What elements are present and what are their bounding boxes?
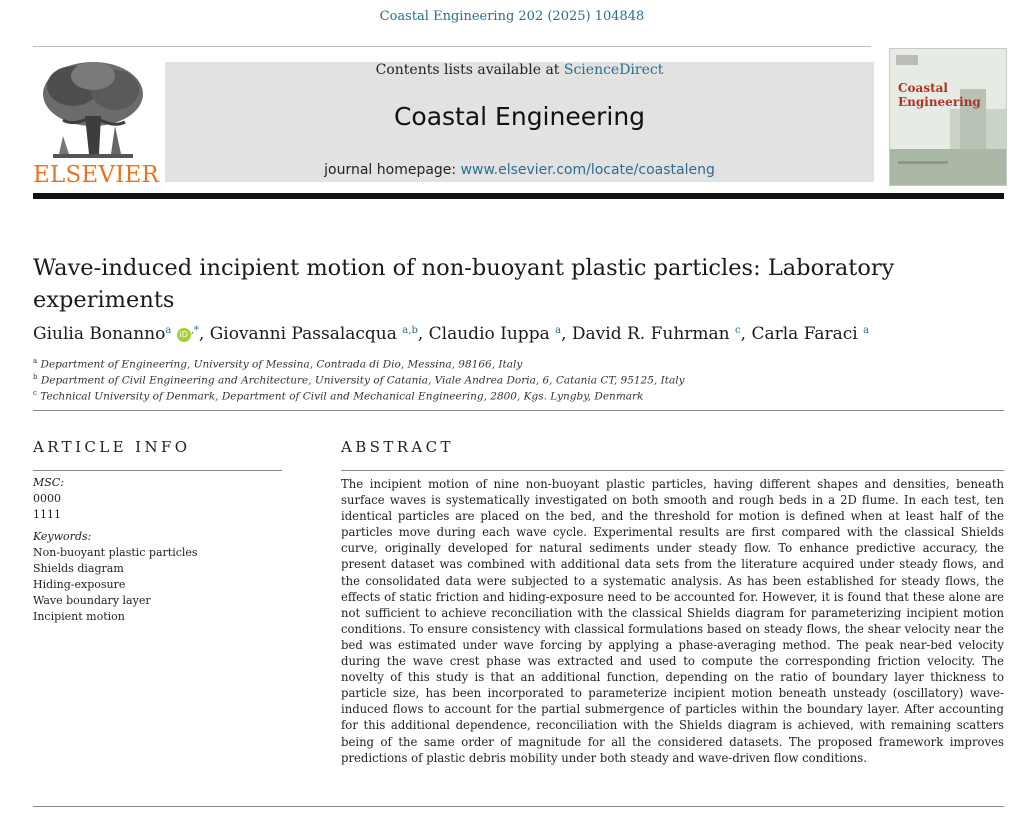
article-info-heading: ARTICLE INFO: [33, 438, 191, 456]
homepage-link[interactable]: www.elsevier.com/locate/coastaleng: [460, 162, 715, 178]
author-name[interactable]: Giovanni Passalacqua: [209, 324, 397, 344]
journal-homepage: [165, 162, 874, 178]
orcid-icon[interactable]: iD: [177, 328, 191, 342]
paper-title: [33, 252, 933, 316]
affiliation-mark: a: [33, 357, 38, 365]
msc-label: MSC:: [33, 476, 64, 489]
contents-line: [165, 62, 874, 78]
affiliation-mark: c: [33, 389, 37, 397]
author-name[interactable]: Carla Faraci: [751, 324, 858, 344]
author-affiliation-mark[interactable]: c: [735, 325, 741, 336]
abstract-divider: [341, 470, 1004, 471]
author-affiliation-mark[interactable]: a: [165, 325, 172, 336]
keyword-item: Shields diagram: [33, 562, 124, 575]
affiliation-c: [33, 389, 643, 403]
journal-title: Coastal Engineering: [393, 102, 646, 131]
keyword-item: Incipient motion: [33, 610, 125, 623]
section-divider: [33, 410, 1004, 411]
affiliation-text: Technical University of Denmark, Department of Civil and Mechanical Engineering, 2800, Kgs. Lyngby, Denmark: [40, 390, 644, 403]
article-info-divider: [33, 470, 282, 471]
abstract-body: The incipient motion of nine non-buoyant plastic particles, having different shapes and densities, beneath surface waves is systematically investigated on both smooth and rough beds in a 2D flume. In each test, ten identical particles are placed on the bed, and the threshold for motion is defined when at least half of the particles move during each wave cycle. Experimental results are first compared with the classical Shields curve, originally developed for natural sediments under steady flow. To enhance predictive accuracy, the present dataset was combined with additional data sets from the literature acquired under steady flows, and the consolidated data were subjected to a systematic analysis. As has been established for steady flows, the effects of static friction and hiding-exposure need to be accounted for. However, it is found that these alone are not sufficient to achieve reconciliation with the classical Shields diagram for parameterizing incipient motion conditions. To ensure consistency with classical formulations based on steady flows, the shear velocity near the bed was estimated under wave forcing by applying a phase-averaging method. The peak near-bed velocity during the wave crest phase was extracted and used to compute the corresponding friction velocity. The novelty of this study is that an additional function, depending on the ratio of boundary layer thickness to particle size, has been incorporated to parameterize incipient motion beneath unsteady (oscillatory) wave-induced flows to account for the partial submergence of particles within the boundary layer. After accounting for this additional dependence, reconciliation with the Shields diagram is achieved, with remaining scatters being of the same order of magnitude for all the considered datasets. The proposed framework improves predictions of plastic debris mobility under both steady and wave-driven flow conditions.: [341, 477, 1004, 765]
author-affiliation-mark[interactable]: a,b: [402, 325, 418, 336]
header-thick-divider: [33, 193, 1004, 199]
msc-code: 1111: [33, 508, 61, 521]
contents-prefix: Contents lists available at: [375, 62, 564, 78]
author-list: Giulia Bonanno$^a$ iD ,*, Giovanni Passalacqua $^{a,b}$, Claudio Iuppa $^a$, David R. Fuhrman $^c$, Carla Faraci $^a$: [33, 324, 870, 344]
affiliation-text: Department of Civil Engineering and Architecture, University of Catania, Viale Andrea Doria, 6, Catania CT, 95125, Italy: [40, 374, 685, 387]
keywords-label: Keywords:: [33, 530, 92, 543]
author-affiliation-mark[interactable]: a: [863, 325, 870, 336]
keyword-item: Non-buoyant plastic particles: [33, 546, 198, 559]
sciencedirect-link[interactable]: ScienceDirect: [563, 62, 664, 78]
affiliation-text: Department of Engineering, University of Messina, Contrada di Dio, Messina, 98166, Italy: [40, 358, 523, 371]
paper-title-line-2: experiments: [33, 287, 175, 313]
affiliation-b: [33, 373, 685, 387]
author-name[interactable]: Giulia Bonanno: [33, 324, 166, 344]
top-divider: [33, 46, 871, 47]
bottom-divider: [33, 806, 1004, 807]
cover-illustration: [890, 49, 1006, 185]
journal-cover-image[interactable]: [889, 48, 1007, 186]
author-name[interactable]: Claudio Iuppa: [428, 324, 550, 344]
keyword-item: Hiding-exposure: [33, 578, 126, 591]
author-name[interactable]: David R. Fuhrman: [571, 324, 730, 344]
keyword-item: Wave boundary layer: [33, 594, 151, 607]
elsevier-wordmark: ELSEVIER: [33, 162, 160, 188]
affiliation-mark: b: [33, 373, 38, 381]
corresponding-author-mark[interactable]: ,*: [190, 325, 199, 336]
cover-title: Coastal Engineering: [898, 81, 981, 109]
homepage-prefix: journal homepage:: [324, 162, 461, 178]
abstract-heading: ABSTRACT: [341, 438, 454, 456]
msc-code: 0000: [33, 492, 61, 505]
journal-citation[interactable]: Coastal Engineering 202 (2025) 104848: [379, 9, 645, 24]
paper-title-line-1: Wave-induced incipient motion of non-buoyant plastic particles: Laboratory: [33, 255, 895, 281]
author-affiliation-mark[interactable]: a: [555, 325, 562, 336]
affiliation-a: [33, 357, 522, 371]
